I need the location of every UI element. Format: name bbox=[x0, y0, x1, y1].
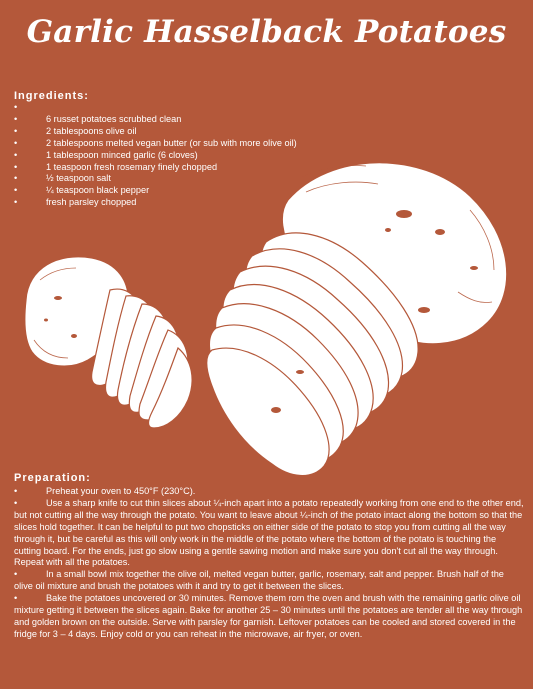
ingredient-item: • 2 tablespoons melted vegan butter (or sub with more olive oil) bbox=[14, 138, 344, 150]
large-potato-icon bbox=[207, 163, 507, 476]
ingredient-item: • ¼ teaspoon black pepper bbox=[14, 185, 344, 197]
ingredients-heading: Ingredients: bbox=[14, 90, 89, 102]
preparation-step: • Preheat your oven to 450°F (230°C). bbox=[14, 486, 524, 498]
preparation-step: • Bake the potatoes uncovered or 30 minutes. Remove them rom the oven and brush with the remaining garlic olive oil mixture getting it between the slices again. Bake for another 25 – 30 minutes until the potatoes are tender all the way through and golden brown on the outside. Serve with parsley for garnish. Leftover potatoes can be cooled and stored covered in the fridge for 3 – 4 days. Enjoy cold or you can reheat in the microwave, air fryer, or oven. bbox=[14, 593, 524, 641]
ingredient-item: • 6 russet potatoes scrubbed clean bbox=[14, 114, 344, 126]
ingredient-item: • 1 tablespoon minced garlic (6 cloves) bbox=[14, 150, 344, 162]
ingredient-item: • ½ teaspoon salt bbox=[14, 173, 344, 185]
preparation-step: • Use a sharp knife to cut thin slices about ¼-inch apart into a potato repeatedly working from one end to the other end, but not cutting all the way through the potato. You want to leave about ¼-inch of the potato intact along the bottom so that the slices hold together. It can be helpful to put two chopsticks on either side of the potato to stop you from cutting all the way through it, but be careful as this will only work in the middle of the potato where the bottom of the potato is touching the cutting board. For the ends, just go slow using a gentle sawing motion and make sure you don't cut all the way through. Repeat with all the potatoes. bbox=[14, 498, 524, 569]
ingredient-item: • 2 tablespoons olive oil bbox=[14, 126, 344, 138]
small-potato-icon bbox=[25, 257, 192, 428]
preparation-heading: Preparation: bbox=[14, 472, 91, 484]
ingredient-item: • fresh parsley chopped bbox=[14, 197, 344, 209]
preparation-step: • In a small bowl mix together the olive oil, melted vegan butter, garlic, rosemary, salt and pepper. Brush half of the olive oil mixture and brush the potatoes with it and try to get it between the slices. bbox=[14, 569, 524, 593]
preparation-steps bbox=[14, 486, 524, 641]
page-title: Garlic Hasselback Potatoes bbox=[26, 14, 507, 50]
ingredient-item: • 1 teaspoon fresh rosemary finely chopped bbox=[14, 162, 344, 174]
